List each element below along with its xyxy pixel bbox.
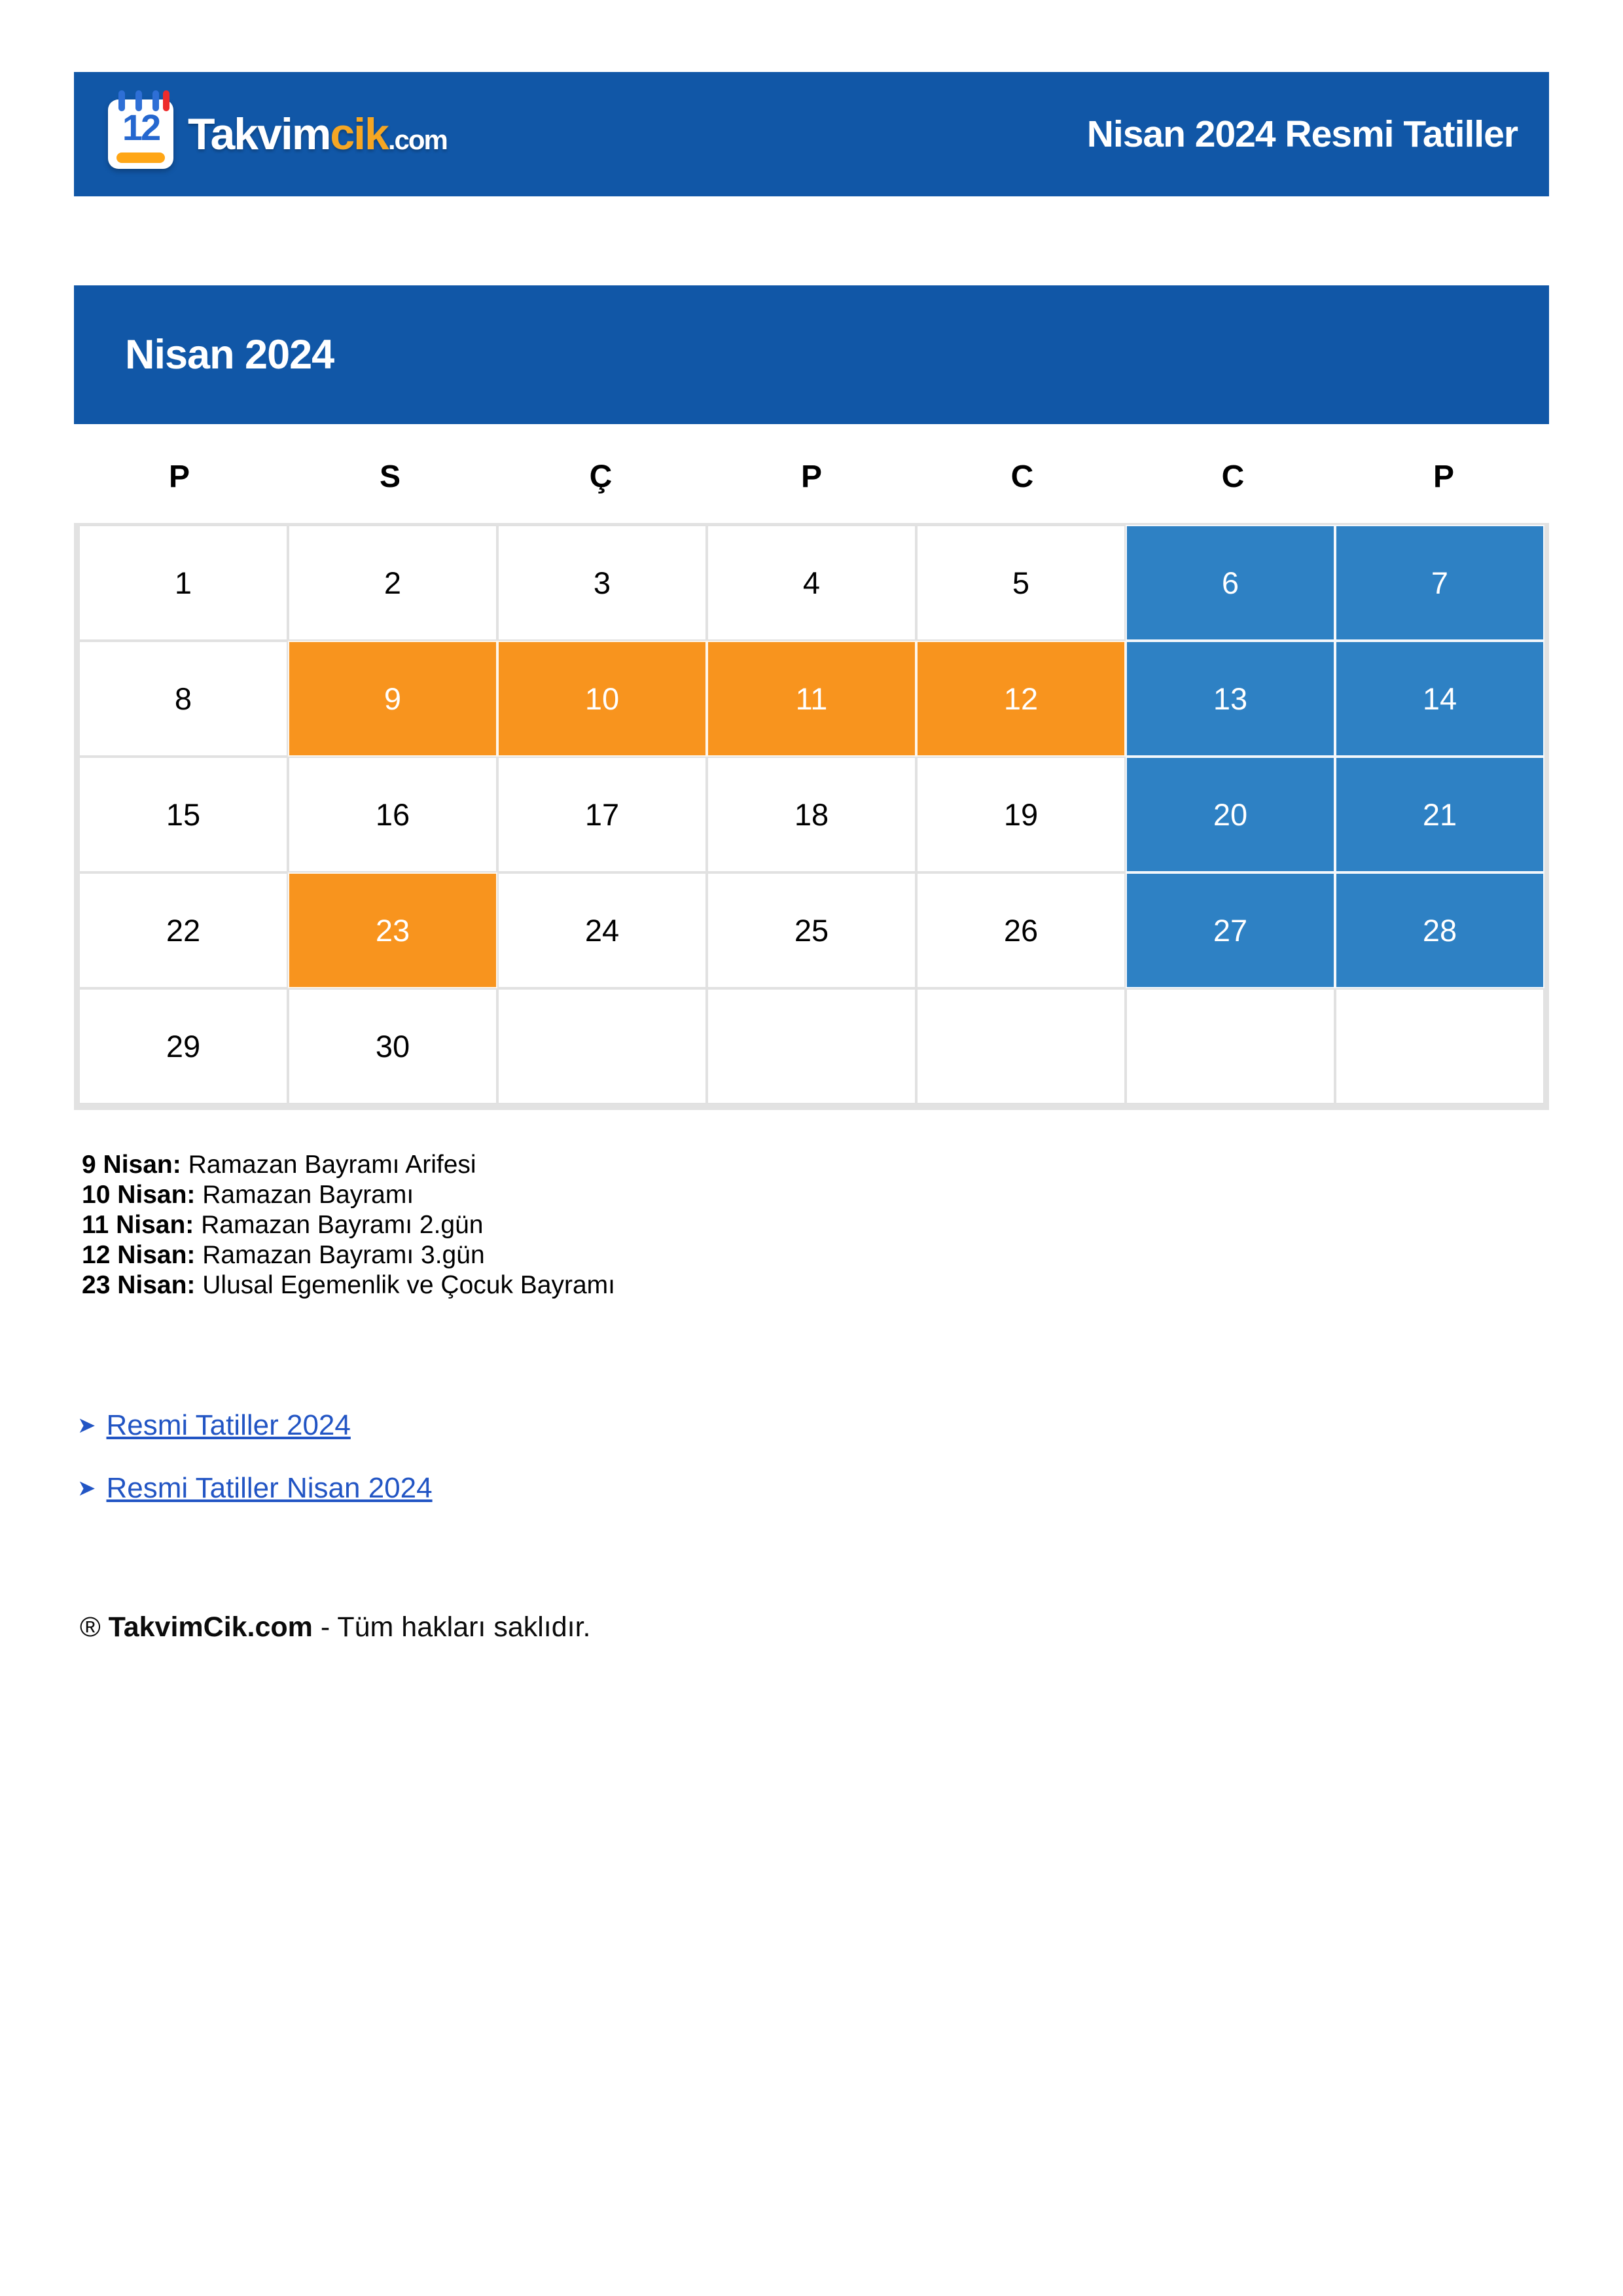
logo-text-cik: cik: [330, 109, 388, 159]
page-title: Nisan 2024 Resmi Tatiller: [1086, 113, 1518, 155]
holiday-date: 11 Nisan:: [82, 1211, 194, 1239]
arrow-bullet-icon: ➤: [77, 1413, 96, 1438]
footer-brand: TakvimCik.com: [108, 1611, 313, 1643]
holiday-entry: [82, 1240, 615, 1270]
day-cell-25: 25: [707, 872, 916, 988]
holiday-entry: [82, 1210, 615, 1240]
holiday-date: 10 Nisan:: [82, 1181, 196, 1209]
holiday-date: 12 Nisan:: [82, 1241, 196, 1269]
day-cell-11: 11: [707, 641, 916, 757]
day-cell-23: 23: [288, 872, 497, 988]
day-cell-17: 17: [497, 757, 707, 872]
calendar-icon-day-number: 12: [122, 107, 160, 148]
day-cell-10: 10: [497, 641, 707, 757]
day-header-label: P: [168, 459, 190, 494]
calendar-logo-icon: [108, 99, 173, 169]
logo-text-dotcom: .com: [387, 124, 447, 155]
holiday-date: 9 Nisan:: [82, 1151, 181, 1179]
day-cell-empty: [707, 988, 916, 1104]
header-bar: [74, 72, 1549, 196]
day-cell-26: 26: [916, 872, 1126, 988]
day-cell-30: 30: [288, 988, 497, 1104]
logo-text-takvim: Takvim: [188, 109, 330, 159]
holiday-entry: [82, 1180, 615, 1210]
day-cell-7: 7: [1335, 525, 1544, 641]
day-cell-22: 22: [79, 872, 288, 988]
holiday-name: Ramazan Bayramı 3.gün: [202, 1241, 485, 1269]
registered-symbol: ®: [80, 1611, 101, 1643]
day-header-row: [74, 452, 1549, 501]
footer-copyright: [80, 1611, 591, 1643]
day-cell-20: 20: [1126, 757, 1335, 872]
day-cell-1: 1: [79, 525, 288, 641]
day-cell-16: 16: [288, 757, 497, 872]
arrow-bullet-icon: ➤: [77, 1476, 96, 1501]
day-header-label: Ç: [589, 459, 613, 494]
day-header-label: C: [1221, 459, 1245, 494]
holiday-list: [82, 1150, 615, 1300]
day-cell-14: 14: [1335, 641, 1544, 757]
calendar-icon-orange-bar: [116, 152, 165, 163]
day-cell-27: 27: [1126, 872, 1335, 988]
day-cell-24: 24: [497, 872, 707, 988]
holiday-entry: [82, 1150, 615, 1180]
day-cell-18: 18: [707, 757, 916, 872]
day-cell-4: 4: [707, 525, 916, 641]
holiday-date: 23 Nisan:: [82, 1271, 196, 1299]
related-links: [77, 1406, 433, 1532]
day-cell-empty: [916, 988, 1126, 1104]
day-cell-15: 15: [79, 757, 288, 872]
month-banner: [74, 285, 1549, 424]
day-cell-empty: [1335, 988, 1544, 1104]
calendar-grid: [74, 523, 1549, 1110]
holiday-name: Ramazan Bayramı: [202, 1181, 414, 1209]
day-cell-12: 12: [916, 641, 1126, 757]
day-cell-empty: [497, 988, 707, 1104]
day-header-label: S: [379, 459, 401, 494]
day-cell-3: 3: [497, 525, 707, 641]
day-cell-empty: [1126, 988, 1335, 1104]
day-cell-6: 6: [1126, 525, 1335, 641]
day-cell-28: 28: [1335, 872, 1544, 988]
day-header-label: P: [1433, 459, 1454, 494]
holiday-link[interactable]: Resmi Tatiller 2024: [106, 1409, 351, 1441]
link-row: [77, 1469, 433, 1508]
day-cell-19: 19: [916, 757, 1126, 872]
day-cell-2: 2: [288, 525, 497, 641]
logo-wordmark: [188, 109, 447, 160]
takvimcik-logo[interactable]: [108, 99, 447, 169]
holiday-entry: [82, 1270, 615, 1300]
holiday-name: Ramazan Bayramı 2.gün: [201, 1211, 484, 1239]
day-cell-5: 5: [916, 525, 1126, 641]
day-cell-21: 21: [1335, 757, 1544, 872]
holiday-name: Ulusal Egemenlik ve Çocuk Bayramı: [202, 1271, 615, 1299]
footer-rights-text: - Tüm hakları saklıdır.: [320, 1611, 591, 1643]
holiday-name: Ramazan Bayramı Arifesi: [188, 1151, 476, 1179]
day-cell-13: 13: [1126, 641, 1335, 757]
month-banner-title: Nisan 2024: [125, 332, 334, 378]
day-header-label: P: [800, 459, 822, 494]
day-cell-9: 9: [288, 641, 497, 757]
link-row: [77, 1406, 433, 1445]
day-header-label: C: [1010, 459, 1034, 494]
day-cell-8: 8: [79, 641, 288, 757]
day-cell-29: 29: [79, 988, 288, 1104]
holiday-link[interactable]: Resmi Tatiller Nisan 2024: [106, 1472, 433, 1504]
